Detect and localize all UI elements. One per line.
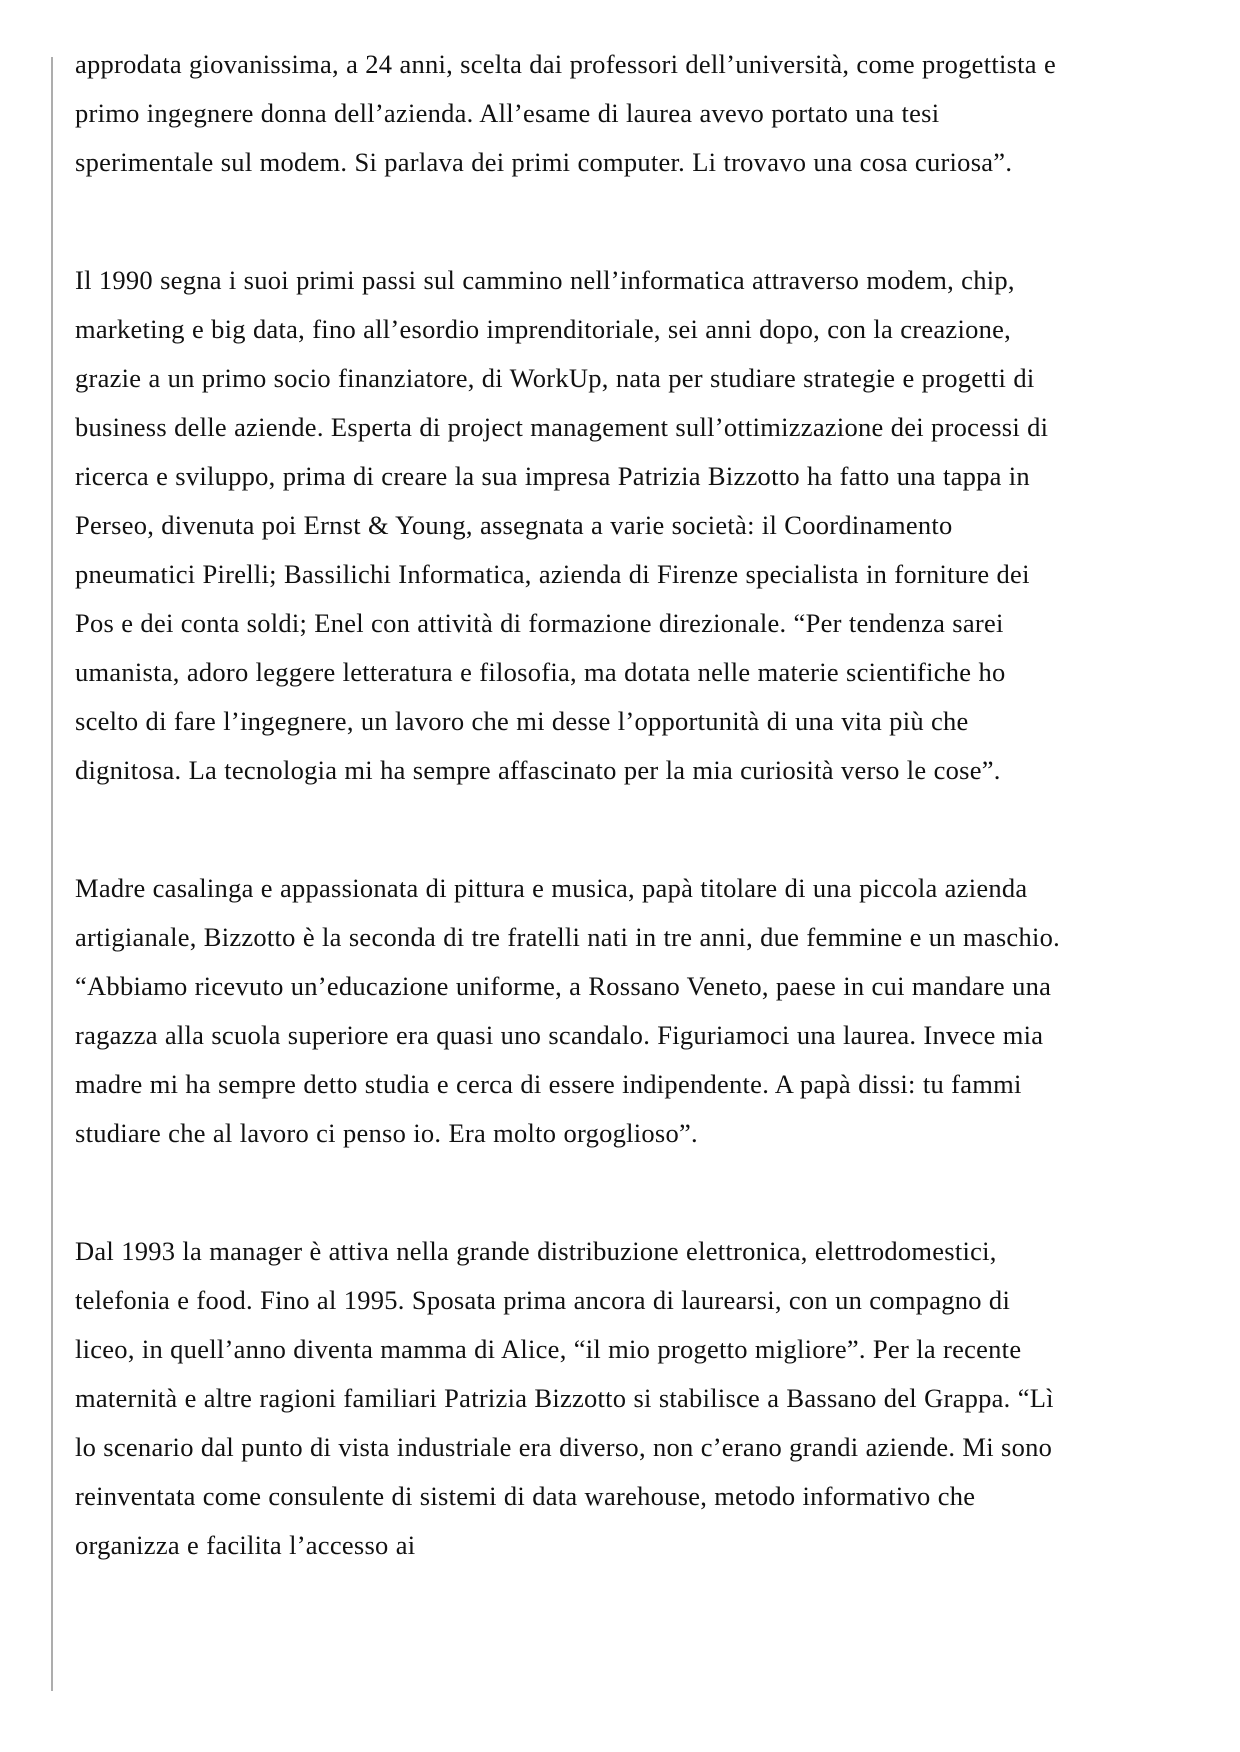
article-paragraph-4: Dal 1993 la manager è attiva nella grande distribuzione elettronica, elettrodomestici, telefonia e food. Fino al 1995. Sposata prima ancora di laurearsi, con un compagno di liceo, in quell’anno diventa mamma di Alice, “il mio progetto migliore”. Per la recente maternità e altre ragioni familiari Patrizia Bizzotto si stabilisce a Bassano del Grappa. “Lì lo scenario dal punto di vista industriale era diverso, non c’erano grandi aziende. Mi sono reinventata come consulente di sistemi di data warehouse, metodo informativo che organizza e facilita l’accesso ai bbox=[75, 1236, 1054, 1560]
article-paragraph-2: Il 1990 segna i suoi primi passi sul cammino nell’informatica attraverso modem, chip, marketing e big data, fino all’esordio imprenditoriale, sei anni dopo, con la creazione, grazie a un primo socio finanziatore, di WorkUp, nata per studiare strategie e progetti di business delle aziende. Esperta di project management sull’ottimizzazione dei processi di ricerca e sviluppo, prima di creare la sua impresa Patrizia Bizzotto ha fatto una tappa in Perseo, divenuta poi Ernst & Young, assegnata a varie società: il Coordinamento pneumatici Pirelli; Bassilichi Informatica, azienda di Firenze specialista in forniture dei Pos e dei conta soldi; Enel con attività di formazione direzionale. “Per tendenza sarei umanista, adoro leggere letteratura e filosofia, ma dotata nelle materie scientifiche ho scelto di fare l’ingegnere, un lavoro che mi desse l’opportunità di una vita più che dignitosa. La tecnologia mi ha sempre affascinato per la mia curiosità verso le cose”. bbox=[75, 265, 1049, 785]
left-vertical-rule bbox=[51, 57, 53, 1691]
article-paragraph-1: approdata giovanissima, a 24 anni, scelta dai professori dell’università, come progettista e primo ingegnere donna dell’azienda. All’esame di laurea avevo portato una tesi sperimentale sul modem. Si parlava dei primi computer. Li trovavo una cosa curiosa”. bbox=[75, 49, 1056, 177]
article-paragraph-3: Madre casalinga e appassionata di pittura e musica, papà titolare di una piccola azienda artigianale, Bizzotto è la seconda di tre fratelli nati in tre anni, due femmine e un maschio. “Abbiamo ricevuto un’educazione uniforme, a Rossano Veneto, paese in cui mandare una ragazza alla scuola superiore era quasi uno scandalo. Figuriamoci una laurea. Invece mia madre mi ha sempre detto studia e cerca di essere indipendente. A papà dissi: tu fammi studiare che al lavoro ci penso io. Era molto orgoglioso”. bbox=[75, 873, 1061, 1148]
article-body bbox=[75, 40, 1075, 1570]
